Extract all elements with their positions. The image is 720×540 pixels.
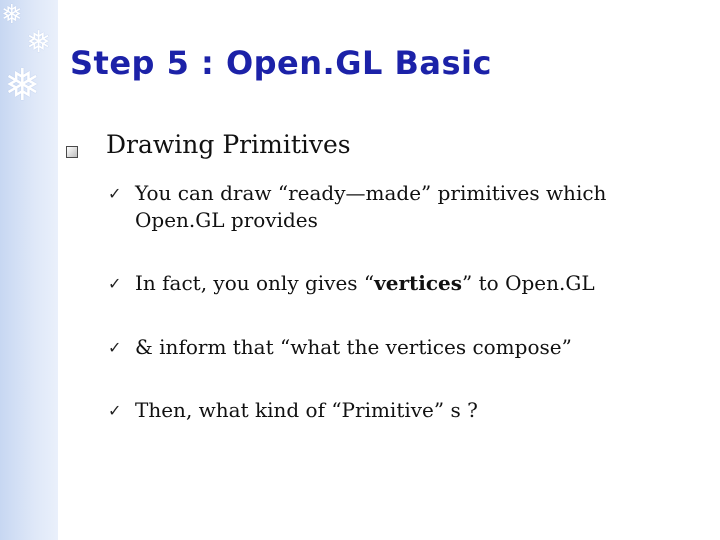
slide-title: Step 5 : Open.GL Basic — [70, 44, 492, 82]
snowflake-icon: ❅ — [4, 60, 41, 111]
emphasis-vertices: vertices — [374, 271, 463, 295]
checkmark-icon: ✓ — [108, 274, 122, 293]
checkmark-icon: ✓ — [108, 184, 122, 203]
side-decor-band — [0, 0, 58, 540]
list-item-text: You can draw “ready—made” primitives which Open.GL provides — [135, 181, 607, 232]
checkmark-icon: ✓ — [108, 401, 122, 420]
text-prefix: In fact, you only gives “ — [135, 271, 375, 295]
checkmark-icon: ✓ — [108, 338, 122, 357]
level1-bullet-text: Drawing Primitives — [106, 130, 351, 159]
square-bullet-icon — [66, 146, 78, 158]
list-item-text: Then, what kind of “Primitive” s ? — [135, 398, 478, 422]
text-suffix: ” to Open.GL — [462, 271, 595, 295]
snowflake-icon: ❅ — [1, 0, 23, 30]
list-item-text — [135, 270, 705, 297]
snowflake-icon: ❅ — [26, 25, 52, 60]
list-item-text: & inform that “what the vertices compose” — [135, 335, 572, 359]
